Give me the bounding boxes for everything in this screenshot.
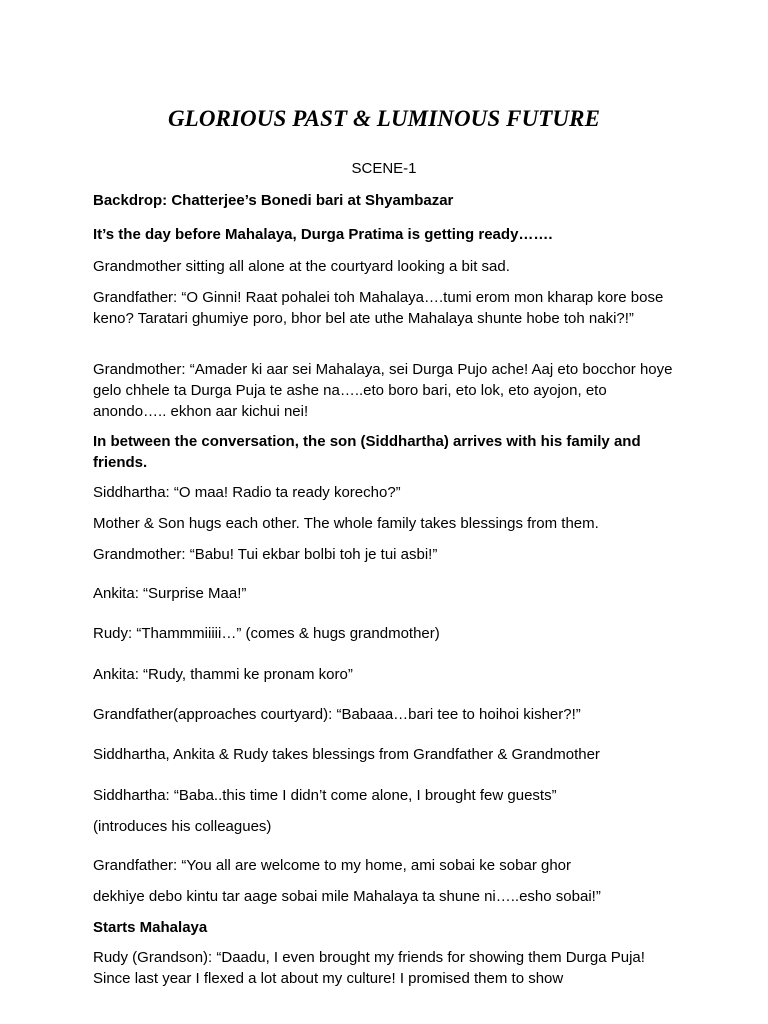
paragraph: Mother & Son hugs each other. The whole family takes blessings from them. [93, 515, 599, 532]
paragraph: Ankita: “Surprise Maa!” [93, 585, 247, 602]
document-title: GLORIOUS PAST & LUMINOUS FUTURE [167, 106, 601, 131]
paragraph: Siddhartha: “Baba..this time I didn’t come alone, I brought few guests” [93, 787, 557, 804]
paragraph: Rudy: “Thammmiiiii…” (comes & hugs grandmother) [93, 625, 440, 642]
paragraph: Siddhartha, Ankita & Rudy takes blessings from Grandfather & Grandmother [93, 746, 600, 763]
paragraph: Ankita: “Rudy, thammi ke pronam koro” [93, 666, 353, 683]
stage-direction: In between the conversation, the son (Siddhartha) arrives with his family and friends. [93, 433, 641, 471]
paragraph: (introduces his colleagues) [93, 818, 272, 835]
stage-direction: Starts Mahalaya [93, 919, 208, 936]
paragraph: Grandmother: “Amader ki aar sei Mahalaya, sei Durga Pujo ache! Aaj eto bocchor hoye gelo chhele ta Durga Puja te ashe na…..eto boro bari, eto lok, eto ayojon, eto anondo….. ekhon aar kichui nei! [93, 361, 673, 420]
paragraph: Grandfather: “O Ginni! Raat pohalei toh Mahalaya….tumi erom mon kharap kore bose keno? Taratari ghumiye poro, bhor bel ate uthe Mahalaya shunte hobe toh naki?!” [93, 289, 664, 327]
paragraph: dekhiye debo kintu tar aage sobai mile Mahalaya ta shune ni…..esho sobai!” [93, 888, 601, 905]
paragraph: Grandfather(approaches courtyard): “Babaaa…bari tee to hoihoi kisher?!” [93, 706, 581, 723]
paragraph: Rudy (Grandson): “Daadu, I even brought my friends for showing them Durga Puja! Since last year I flexed a lot about my culture! I promised them to show [93, 949, 645, 987]
stage-direction: It’s the day before Mahalaya, Durga Pratima is getting ready……. [93, 226, 553, 243]
paragraph: Grandmother: “Babu! Tui ekbar bolbi toh je tui asbi!” [93, 546, 438, 563]
paragraph: Grandfather: “You all are welcome to my home, ami sobai ke sobar ghor [93, 857, 572, 874]
paragraph: Grandmother sitting all alone at the courtyard looking a bit sad. [93, 258, 510, 275]
scene-heading: SCENE-1 [351, 160, 417, 177]
backdrop-line: Backdrop: Chatterjee’s Bonedi bari at Shyambazar [93, 192, 454, 209]
paragraph: Siddhartha: “O maa! Radio ta ready korecho?” [93, 484, 401, 501]
